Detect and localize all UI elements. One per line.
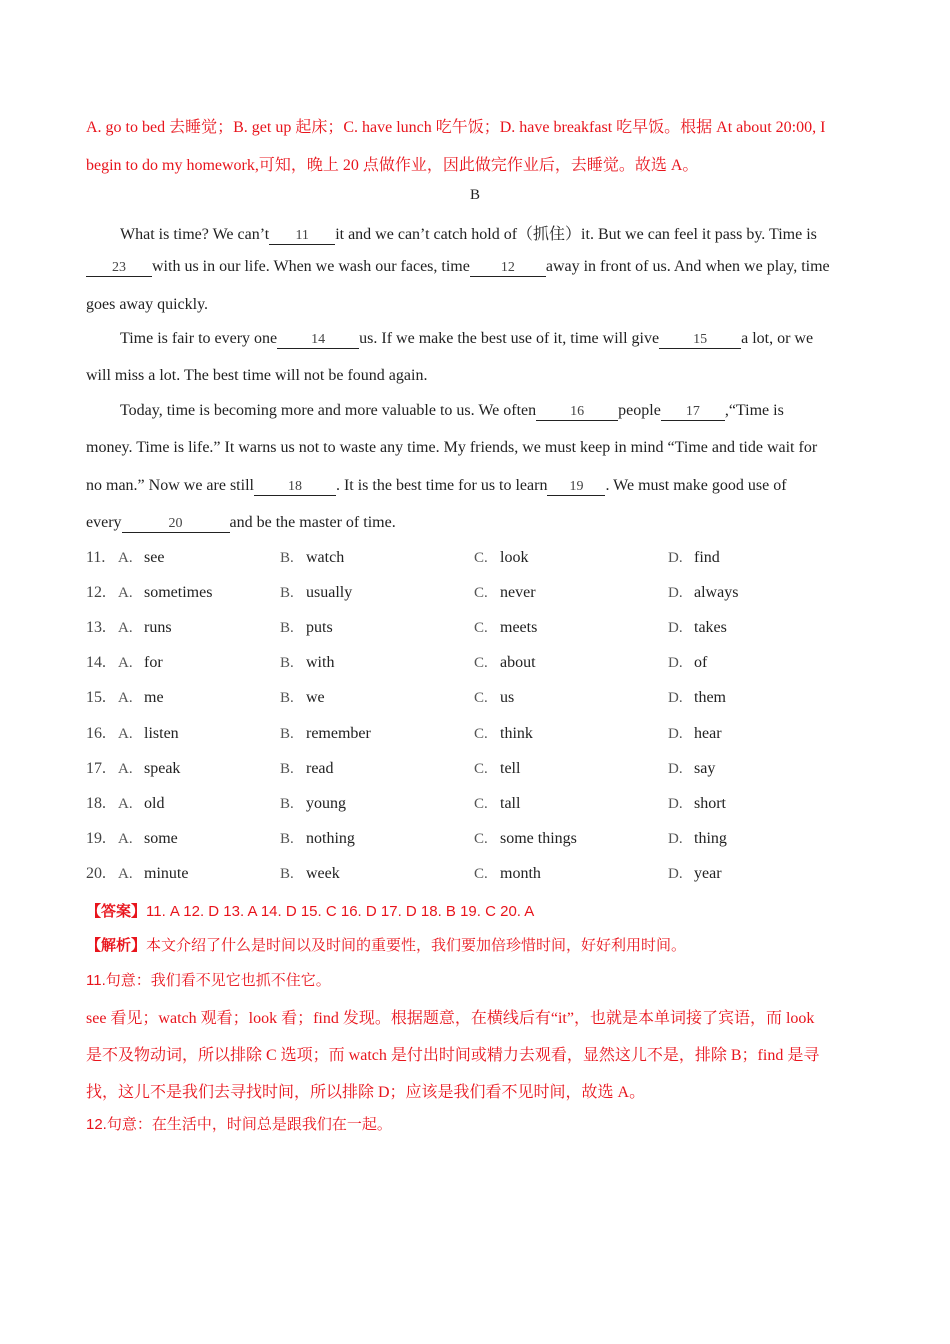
passage-line: [86, 514, 866, 533]
blank-12: 12: [470, 260, 546, 277]
option-letter: D.: [668, 830, 683, 847]
option-b[interactable]: [280, 759, 334, 778]
option-text: nothing: [306, 829, 355, 847]
option-text: speak: [144, 759, 181, 777]
option-text: tall: [500, 794, 521, 812]
blank-13: 23: [86, 260, 152, 277]
q11-explain-line1: see 看见；watch 观看；look 看；find 发现。根据题意，在横线后有“it”，也就是本单词接了宾语，而 look: [86, 1010, 815, 1027]
option-a[interactable]: [118, 724, 179, 743]
question-number: 15.: [86, 689, 106, 707]
option-b[interactable]: [280, 689, 325, 707]
option-c[interactable]: [474, 549, 529, 567]
option-letter: B.: [280, 865, 294, 882]
option-text: month: [500, 864, 541, 882]
option-text: for: [144, 654, 163, 672]
option-c[interactable]: [474, 619, 538, 637]
passage-text: Today, time is becoming more and more valuable to us. We often: [120, 402, 537, 419]
option-letter: B.: [280, 550, 294, 566]
passage-line: [86, 258, 866, 277]
option-d[interactable]: [668, 864, 722, 883]
prev-explanation-line2: begin to do my homework,可知，晚上 20 点做作业，因此做完作业后，去睡觉。故选 A。: [86, 157, 699, 174]
question-number: 17.: [86, 759, 106, 777]
option-a[interactable]: [118, 689, 164, 707]
passage-text: no man.” Now we are still: [86, 477, 254, 494]
option-text: about: [500, 654, 536, 672]
option-text: usually: [306, 584, 353, 602]
option-text: us: [500, 689, 515, 707]
passage-text: goes away quickly.: [86, 296, 209, 313]
question-row: [86, 830, 866, 852]
option-letter: B.: [280, 795, 294, 812]
question-number: 11.: [86, 549, 106, 566]
passage-text: every: [86, 514, 122, 531]
q12-meaning: 12.句意：在生活中，时间总是跟我们在一起。: [86, 1116, 392, 1133]
passage-line: [86, 330, 866, 349]
option-letter: A.: [118, 585, 133, 602]
option-letter: C.: [474, 725, 488, 742]
question-number: 18.: [86, 794, 106, 812]
question-row: [86, 865, 866, 887]
option-c[interactable]: [474, 584, 536, 602]
option-text: say: [694, 759, 716, 777]
option-d[interactable]: [668, 759, 716, 778]
option-letter: A.: [118, 550, 133, 566]
option-letter: D.: [668, 550, 683, 566]
option-letter: B.: [280, 760, 294, 777]
passage-line: [86, 439, 866, 457]
option-b[interactable]: [280, 724, 371, 743]
passage-text: people: [618, 402, 661, 419]
option-letter: A.: [118, 655, 133, 672]
option-text: never: [500, 584, 536, 602]
passage-text: a lot, or we: [741, 330, 814, 347]
option-c[interactable]: [474, 689, 515, 707]
passage-line: [86, 367, 866, 385]
question-number: 13.: [86, 619, 106, 637]
option-b[interactable]: [280, 619, 333, 637]
passage-line: [86, 402, 866, 421]
option-d[interactable]: [668, 794, 726, 813]
option-text: think: [500, 724, 533, 742]
option-letter: A.: [118, 795, 133, 812]
blank-11: 11: [269, 228, 335, 245]
option-letter: B.: [280, 585, 294, 602]
option-b[interactable]: [280, 549, 345, 567]
option-text: week: [306, 864, 340, 882]
option-c[interactable]: [474, 724, 533, 743]
q11-explain-line3: 找，这儿不是我们去寻找时间，所以排除 D；应该是我们看不见时间，故选 A。: [86, 1084, 646, 1101]
option-letter: D.: [668, 865, 683, 882]
option-text: see: [144, 549, 165, 566]
option-a[interactable]: [118, 829, 178, 848]
option-text: listen: [144, 724, 179, 742]
option-text: hear: [694, 724, 722, 742]
option-letter: C.: [474, 550, 488, 566]
option-text: short: [694, 794, 726, 812]
option-b[interactable]: [280, 654, 335, 672]
blank-16: 16: [536, 404, 618, 421]
option-letter: A.: [118, 760, 133, 777]
option-text: of: [694, 654, 708, 672]
option-a[interactable]: [118, 654, 163, 672]
option-a[interactable]: [118, 864, 189, 883]
option-text: takes: [694, 619, 727, 637]
passage-text: money. Time is life.” It warns us not to waste any time. My friends, we must keep in mind “Time and tide wait for: [86, 439, 818, 456]
question-number: 20.: [86, 864, 106, 882]
option-text: sometimes: [144, 584, 213, 602]
question-number: 16.: [86, 724, 106, 742]
blank-17: 17: [661, 404, 725, 421]
option-text: with: [306, 654, 335, 672]
option-d[interactable]: [668, 584, 739, 602]
passage-text: will miss a lot. The best time will not be found again.: [86, 367, 428, 384]
option-d[interactable]: [668, 549, 720, 567]
option-text: we: [306, 689, 325, 707]
passage-text: Time is fair to every one: [120, 330, 278, 347]
passage-text: . It is the best time for us to learn: [335, 477, 548, 494]
section-label: B: [469, 187, 480, 203]
option-letter: D.: [668, 690, 683, 707]
passage-text: . We must make good use of: [605, 477, 787, 494]
option-c[interactable]: [474, 759, 521, 778]
option-letter: B.: [280, 690, 294, 707]
analysis-text: 本文介绍了什么是时间以及时间的重要性，我们要加倍珍惜时间，好好利用时间。: [146, 937, 687, 954]
option-letter: B.: [280, 725, 294, 742]
option-letter: A.: [118, 865, 133, 882]
blank-15: 15: [659, 332, 741, 349]
blank-19: 19: [547, 479, 605, 496]
option-letter: D.: [668, 795, 683, 812]
passage-text: and be the master of time.: [229, 514, 396, 531]
option-d[interactable]: [668, 829, 727, 848]
blank-14: 14: [277, 332, 359, 349]
option-letter: B.: [280, 655, 294, 672]
option-b[interactable]: [280, 829, 355, 848]
q11-explain-line2: 是不及物动词，所以排除 C 选项；而 watch 是付出时间或精力去观看，显然这儿不是，排除 B；find 是寻: [86, 1047, 820, 1064]
option-a[interactable]: [118, 794, 165, 813]
passage-line: [86, 221, 866, 245]
option-letter: B.: [280, 830, 294, 847]
option-text: some things: [500, 829, 577, 847]
answer-text: 11. A 12. D 13. A 14. D 15. C 16. D 17. D 18. B 19. C 20. A: [146, 903, 535, 920]
option-letter: C.: [474, 830, 488, 847]
question-number: 14.: [86, 654, 106, 672]
blank-20: 20: [122, 516, 230, 533]
passage-text: with us in our life. When we wash our faces, time: [152, 258, 470, 275]
question-number: 12.: [86, 584, 106, 602]
option-text: remember: [306, 724, 371, 742]
q11-meaning: 11.句意：我们看不见它也抓不住它。: [86, 972, 331, 989]
passage-text: What is time? We can’t: [120, 226, 270, 243]
question-row: [86, 654, 866, 676]
question-row: [86, 619, 866, 641]
option-text: minute: [144, 864, 189, 882]
option-a[interactable]: [118, 759, 181, 778]
option-c[interactable]: [474, 794, 521, 813]
prev-explanation-line1: A. go to bed 去睡觉；B. get up 起床；C. have lunch 吃午饭；D. have breakfast 吃早饭。根据 At about 20:00, I: [86, 119, 826, 136]
option-d[interactable]: [668, 619, 727, 637]
option-text: puts: [306, 619, 333, 637]
option-d[interactable]: [668, 689, 726, 707]
option-a[interactable]: [118, 549, 165, 567]
option-c[interactable]: [474, 829, 577, 848]
analysis-line: [86, 934, 866, 955]
option-text: year: [694, 864, 722, 882]
option-letter: D.: [668, 725, 683, 742]
option-letter: A.: [118, 725, 133, 742]
option-letter: A.: [118, 620, 133, 637]
passage-text: it and we can’t catch hold of（抓住）it. But we can feel it pass by. Time is: [335, 226, 817, 243]
answer-line: [86, 900, 866, 921]
option-letter: C.: [474, 620, 488, 637]
option-d[interactable]: [668, 654, 708, 672]
passage-text: us. If we make the best use of it, time will give: [359, 330, 660, 347]
option-letter: C.: [474, 690, 488, 707]
option-text: some: [144, 829, 178, 847]
option-letter: C.: [474, 585, 488, 602]
option-letter: D.: [668, 620, 683, 637]
option-b[interactable]: [280, 864, 340, 883]
passage-line: [86, 477, 866, 496]
answer-label: 【答案】: [86, 903, 147, 920]
option-text: watch: [306, 549, 345, 566]
option-text: read: [306, 759, 334, 777]
option-c[interactable]: [474, 864, 541, 883]
option-letter: A.: [118, 690, 133, 707]
option-b[interactable]: [280, 584, 353, 602]
question-row: [86, 584, 866, 606]
passage-text: ,“Time is: [724, 402, 784, 419]
option-text: them: [694, 689, 726, 707]
option-text: find: [694, 549, 720, 566]
option-letter: C.: [474, 795, 488, 812]
option-text: thing: [694, 829, 727, 847]
option-letter: B.: [280, 620, 294, 637]
question-row: [86, 725, 866, 747]
option-text: old: [144, 794, 165, 812]
question-row: [86, 760, 866, 782]
option-text: always: [694, 584, 739, 602]
question-number: 19.: [86, 829, 106, 847]
option-text: meets: [500, 619, 538, 637]
question-row: [86, 549, 866, 571]
option-text: runs: [144, 619, 172, 637]
option-letter: D.: [668, 655, 683, 672]
passage-line: [86, 296, 866, 314]
option-letter: D.: [668, 760, 683, 777]
option-b[interactable]: [280, 794, 346, 813]
option-text: look: [500, 549, 529, 566]
option-letter: C.: [474, 865, 488, 882]
option-text: me: [144, 689, 164, 707]
blank-18: 18: [254, 479, 336, 496]
question-row: [86, 795, 866, 817]
option-letter: C.: [474, 760, 488, 777]
option-letter: C.: [474, 655, 488, 672]
option-letter: D.: [668, 585, 683, 602]
option-c[interactable]: [474, 654, 536, 672]
option-text: tell: [500, 759, 521, 777]
option-d[interactable]: [668, 724, 722, 743]
option-text: young: [306, 794, 346, 812]
passage-text: away in front of us. And when we play, time: [545, 258, 830, 275]
question-row: [86, 689, 866, 711]
option-a[interactable]: [118, 584, 213, 602]
option-letter: A.: [118, 830, 133, 847]
option-a[interactable]: [118, 619, 172, 637]
analysis-label: 【解析】: [86, 937, 147, 954]
